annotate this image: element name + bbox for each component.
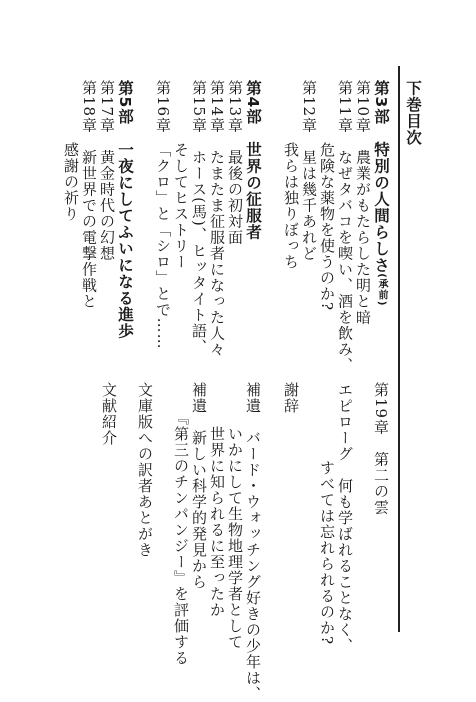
toc-chapter-entry: 第13章 最後の初対面: [226, 80, 244, 246]
toc-epilogue-entry: エピローグ 何も学ばれることなく、: [336, 382, 354, 654]
toc-chapter-continuation: 感謝の祈り: [62, 142, 80, 222]
toc-chapter-continuation: そしてヒストリー: [172, 142, 190, 270]
toc-title: 下巻目次: [404, 80, 422, 146]
toc-chapter-entry: 第11章 なぜタバコを喫い、酒を飲み、: [336, 80, 354, 374]
toc-chapter-entry: 第19章 第二の雲: [372, 382, 390, 516]
toc-entry-continuation: 『第三のチンパンジー』を評価する: [172, 410, 190, 666]
toc-chapter-entry: 第17章 黄金時代の幻想: [98, 80, 116, 262]
toc-appendix-entry: 補遺 新しい科学的発見から: [190, 382, 208, 590]
toc-appendix-entry: 補遺 バード・ウォッチング好きの少年は、: [244, 382, 262, 702]
toc-chapter-entry: 第18章 新世界での電撃作戦と: [80, 80, 98, 310]
toc-part-heading: 第4部 世界の征服者: [244, 80, 262, 241]
toc-chapter-continuation: 我らは独りぼっち: [282, 142, 300, 270]
toc-part-heading: 第5部 一夜にしてふいになる進歩: [116, 80, 134, 340]
toc-entry-continuation: 世界に知られるに至ったか: [208, 426, 226, 618]
toc-chapter-entry: 第10章 農業がもたらした明と暗: [354, 80, 372, 326]
toc-entry-continuation: いかにして生物地理学者として: [226, 426, 244, 650]
toc-bibliography-entry: 文献紹介: [100, 382, 118, 446]
toc-translator-afterword-entry: 文庫版への訳者あとがき: [136, 382, 154, 558]
toc-chapter-entry: 第12章 星は幾千あれど: [300, 80, 318, 262]
toc-part-heading: 第3部 特別の人間らしさ(承前): [372, 80, 390, 307]
toc-chapter-continuation: 危険な薬物を使うのか?: [318, 142, 336, 312]
toc-chapter-entry: 第14章 たまたま征服者になった人々: [208, 80, 226, 358]
toc-acknowledgements-entry: 謝辞: [282, 382, 300, 414]
toc-chapter-entry: 第16章 「クロ」と「シロ」とで……: [154, 80, 172, 350]
title-divider-line: [398, 66, 400, 632]
toc-chapter-entry: 第15章 ホース(馬)、ヒッタイト語、: [190, 80, 208, 355]
toc-entry-continuation: すべては忘れられるのか?: [318, 460, 336, 646]
